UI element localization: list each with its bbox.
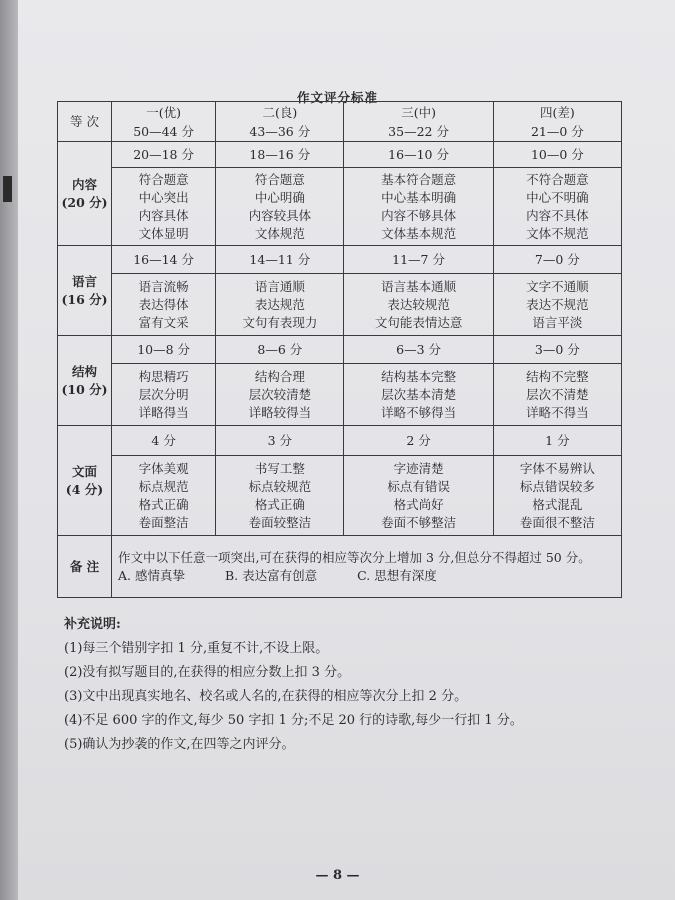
grade-name: 一(优) — [146, 104, 181, 120]
category-label: 内容 — [71, 176, 97, 192]
criteria-cell — [493, 274, 621, 336]
criteria-cell — [493, 456, 621, 536]
criterion: 卷面不够整洁 — [381, 514, 457, 530]
criterion: 结构合理 — [254, 368, 305, 384]
score-range: 4 分 — [112, 426, 216, 456]
supplement-section — [64, 613, 624, 757]
criterion: 结构不完整 — [526, 368, 589, 384]
criteria-cell — [216, 274, 344, 336]
criteria-cell — [344, 274, 493, 336]
criteria-cell — [344, 168, 493, 246]
header-row — [58, 102, 622, 142]
category-label: 语言 — [71, 273, 97, 289]
content-category — [58, 142, 112, 246]
content-criteria-row — [58, 168, 622, 246]
grade-1-header — [112, 102, 216, 142]
language-category — [58, 246, 112, 336]
structure-criteria-row — [58, 364, 622, 426]
criteria-cell — [216, 364, 344, 426]
criterion: 格式尚好 — [393, 496, 444, 512]
supplement-item: (5)确认为抄袭的作文,在四等之内评分。 — [64, 737, 295, 752]
score-range: 14—11 分 — [216, 246, 344, 274]
category-label: 文面 — [71, 463, 97, 479]
criterion: 层次不清楚 — [526, 386, 589, 402]
criterion: 文体基本规范 — [381, 225, 457, 241]
language-criteria-row — [58, 274, 622, 336]
criterion: 详略较得当 — [248, 404, 312, 420]
criterion: 基本符合题意 — [381, 171, 457, 187]
category-points: (4 分) — [65, 481, 104, 497]
note-option: C. 思想有深度 — [357, 567, 437, 583]
appearance-category — [58, 426, 112, 536]
criterion: 语言通顺 — [254, 278, 305, 294]
supplement-heading: 补充说明: — [64, 617, 121, 632]
criterion: 语言基本通顺 — [381, 278, 457, 294]
criterion: 中心基本明确 — [381, 189, 457, 205]
criterion: 中心明确 — [254, 189, 305, 205]
supplement-item: (3)文中出现真实地名、校名或人名的,在获得的相应等次分上扣 2 分。 — [64, 689, 468, 704]
criterion: 内容不具体 — [526, 207, 589, 223]
score-range: 16—14 分 — [112, 246, 216, 274]
supplement-item: (1)每三个错别字扣 1 分,重复不计,不设上限。 — [64, 641, 329, 656]
score-range: 16—10 分 — [344, 142, 493, 168]
category-label: 结构 — [71, 363, 97, 379]
criterion: 格式正确 — [254, 496, 305, 512]
note-text: 作文中以下任意一项突出,可在获得的相应等次分上增加 3 分,但总分不得超过 50 分。 — [118, 549, 591, 565]
criterion: 语言平淡 — [532, 314, 583, 330]
criterion: 层次基本清楚 — [381, 386, 457, 402]
criterion: 卷面整洁 — [138, 514, 189, 530]
criterion: 卷面很不整洁 — [519, 514, 595, 530]
grade-range: 43—36 分 — [249, 123, 311, 139]
criterion: 中心突出 — [138, 189, 189, 205]
criterion: 层次较清楚 — [248, 386, 312, 402]
criterion: 详略不得当 — [526, 404, 589, 420]
grade-name: 三(中) — [401, 104, 436, 120]
criterion: 详略得当 — [138, 404, 189, 420]
page-number: — 8 — — [315, 868, 360, 883]
criterion: 文字不通顺 — [526, 278, 589, 294]
grade-name: 二(良) — [262, 104, 298, 120]
criterion: 文体规范 — [254, 225, 305, 241]
criterion: 内容较具体 — [248, 207, 312, 223]
criterion: 格式正确 — [138, 496, 189, 512]
criteria-cell — [216, 168, 344, 246]
score-range: 18—16 分 — [216, 142, 344, 168]
criterion: 卷面较整洁 — [248, 514, 312, 530]
criterion: 表达得体 — [138, 296, 189, 312]
score-range: 3 分 — [216, 426, 344, 456]
score-range: 6—3 分 — [344, 336, 493, 364]
criterion: 文句有表现力 — [242, 314, 318, 330]
score-range: 1 分 — [493, 426, 621, 456]
criterion: 符合题意 — [254, 171, 305, 187]
supplement-item: (4)不足 600 字的作文,每少 50 字扣 1 分;不足 20 行的诗歌,每少一行扣 1 分。 — [64, 713, 523, 728]
note-option: A. 感情真挚 — [118, 567, 185, 583]
score-range: 20—18 分 — [112, 142, 216, 168]
criteria-cell — [344, 364, 493, 426]
criterion: 标点规范 — [138, 478, 189, 494]
structure-category — [58, 336, 112, 426]
criterion: 详略不够得当 — [381, 404, 457, 420]
score-range: 2 分 — [344, 426, 493, 456]
criteria-cell — [112, 168, 216, 246]
criteria-cell — [493, 168, 621, 246]
criterion: 语言流畅 — [138, 278, 189, 294]
criteria-cell — [344, 456, 493, 536]
criteria-cell — [112, 364, 216, 426]
binding-tab — [3, 176, 12, 202]
appearance-score-row — [58, 426, 622, 456]
criterion: 标点错误较多 — [519, 478, 595, 494]
criterion: 字迹清楚 — [393, 460, 444, 476]
criteria-cell — [112, 456, 216, 536]
note-row — [58, 536, 622, 598]
note-cell — [112, 536, 622, 598]
criterion: 表达规范 — [254, 296, 305, 312]
header-label: 等 次 — [58, 102, 112, 142]
criterion: 构思精巧 — [138, 368, 189, 384]
score-range: 8—6 分 — [216, 336, 344, 364]
criterion: 书写工整 — [254, 460, 305, 476]
grade-name: 四(差) — [539, 104, 575, 120]
criterion: 符合题意 — [138, 171, 189, 187]
criterion: 结构基本完整 — [381, 368, 457, 384]
criterion: 字体不易辨认 — [519, 460, 595, 476]
category-points: (20 分) — [61, 194, 108, 210]
content-score-row — [58, 142, 622, 168]
criterion: 内容不够具体 — [381, 207, 457, 223]
grade-range: 21—0 分 — [530, 123, 584, 139]
criteria-cell — [112, 274, 216, 336]
score-range: 10—0 分 — [493, 142, 621, 168]
criterion: 表达不规范 — [526, 296, 589, 312]
grade-3-header — [344, 102, 493, 142]
criterion: 文句能表情达意 — [374, 314, 463, 330]
structure-score-row — [58, 336, 622, 364]
criterion: 字体美观 — [138, 460, 189, 476]
criterion: 内容具体 — [138, 207, 189, 223]
criterion: 文体显明 — [138, 225, 189, 241]
criterion: 不符合题意 — [526, 171, 589, 187]
criterion: 标点有错误 — [387, 478, 450, 494]
criteria-cell — [493, 364, 621, 426]
criterion: 格式混乱 — [532, 496, 583, 512]
criterion: 富有文采 — [138, 314, 189, 330]
note-label: 备 注 — [58, 536, 112, 598]
score-range: 11—7 分 — [344, 246, 493, 274]
supplement-item: (2)没有拟写题目的,在获得的相应分数上扣 3 分。 — [64, 665, 351, 680]
page-binding-edge — [0, 0, 18, 900]
criterion: 标点较规范 — [248, 478, 312, 494]
grade-2-header — [216, 102, 344, 142]
category-points: (10 分) — [61, 381, 108, 397]
score-range: 7—0 分 — [493, 246, 621, 274]
note-options — [118, 567, 615, 585]
criteria-cell — [216, 456, 344, 536]
criterion: 层次分明 — [138, 386, 189, 402]
note-option: B. 表达富有创意 — [224, 567, 318, 583]
criterion: 表达较规范 — [387, 296, 450, 312]
grade-range: 35—22 分 — [388, 123, 449, 139]
page-title: 作文评分标准 — [296, 90, 378, 105]
score-range: 3—0 分 — [493, 336, 621, 364]
grade-range: 50—44 分 — [133, 123, 194, 139]
criterion: 中心不明确 — [526, 189, 589, 205]
language-score-row — [58, 246, 622, 274]
appearance-criteria-row — [58, 456, 622, 536]
grade-4-header — [493, 102, 621, 142]
category-points: (16 分) — [61, 291, 108, 307]
scoring-table — [57, 101, 622, 598]
criterion: 文体不规范 — [526, 225, 589, 241]
score-range: 10—8 分 — [112, 336, 216, 364]
